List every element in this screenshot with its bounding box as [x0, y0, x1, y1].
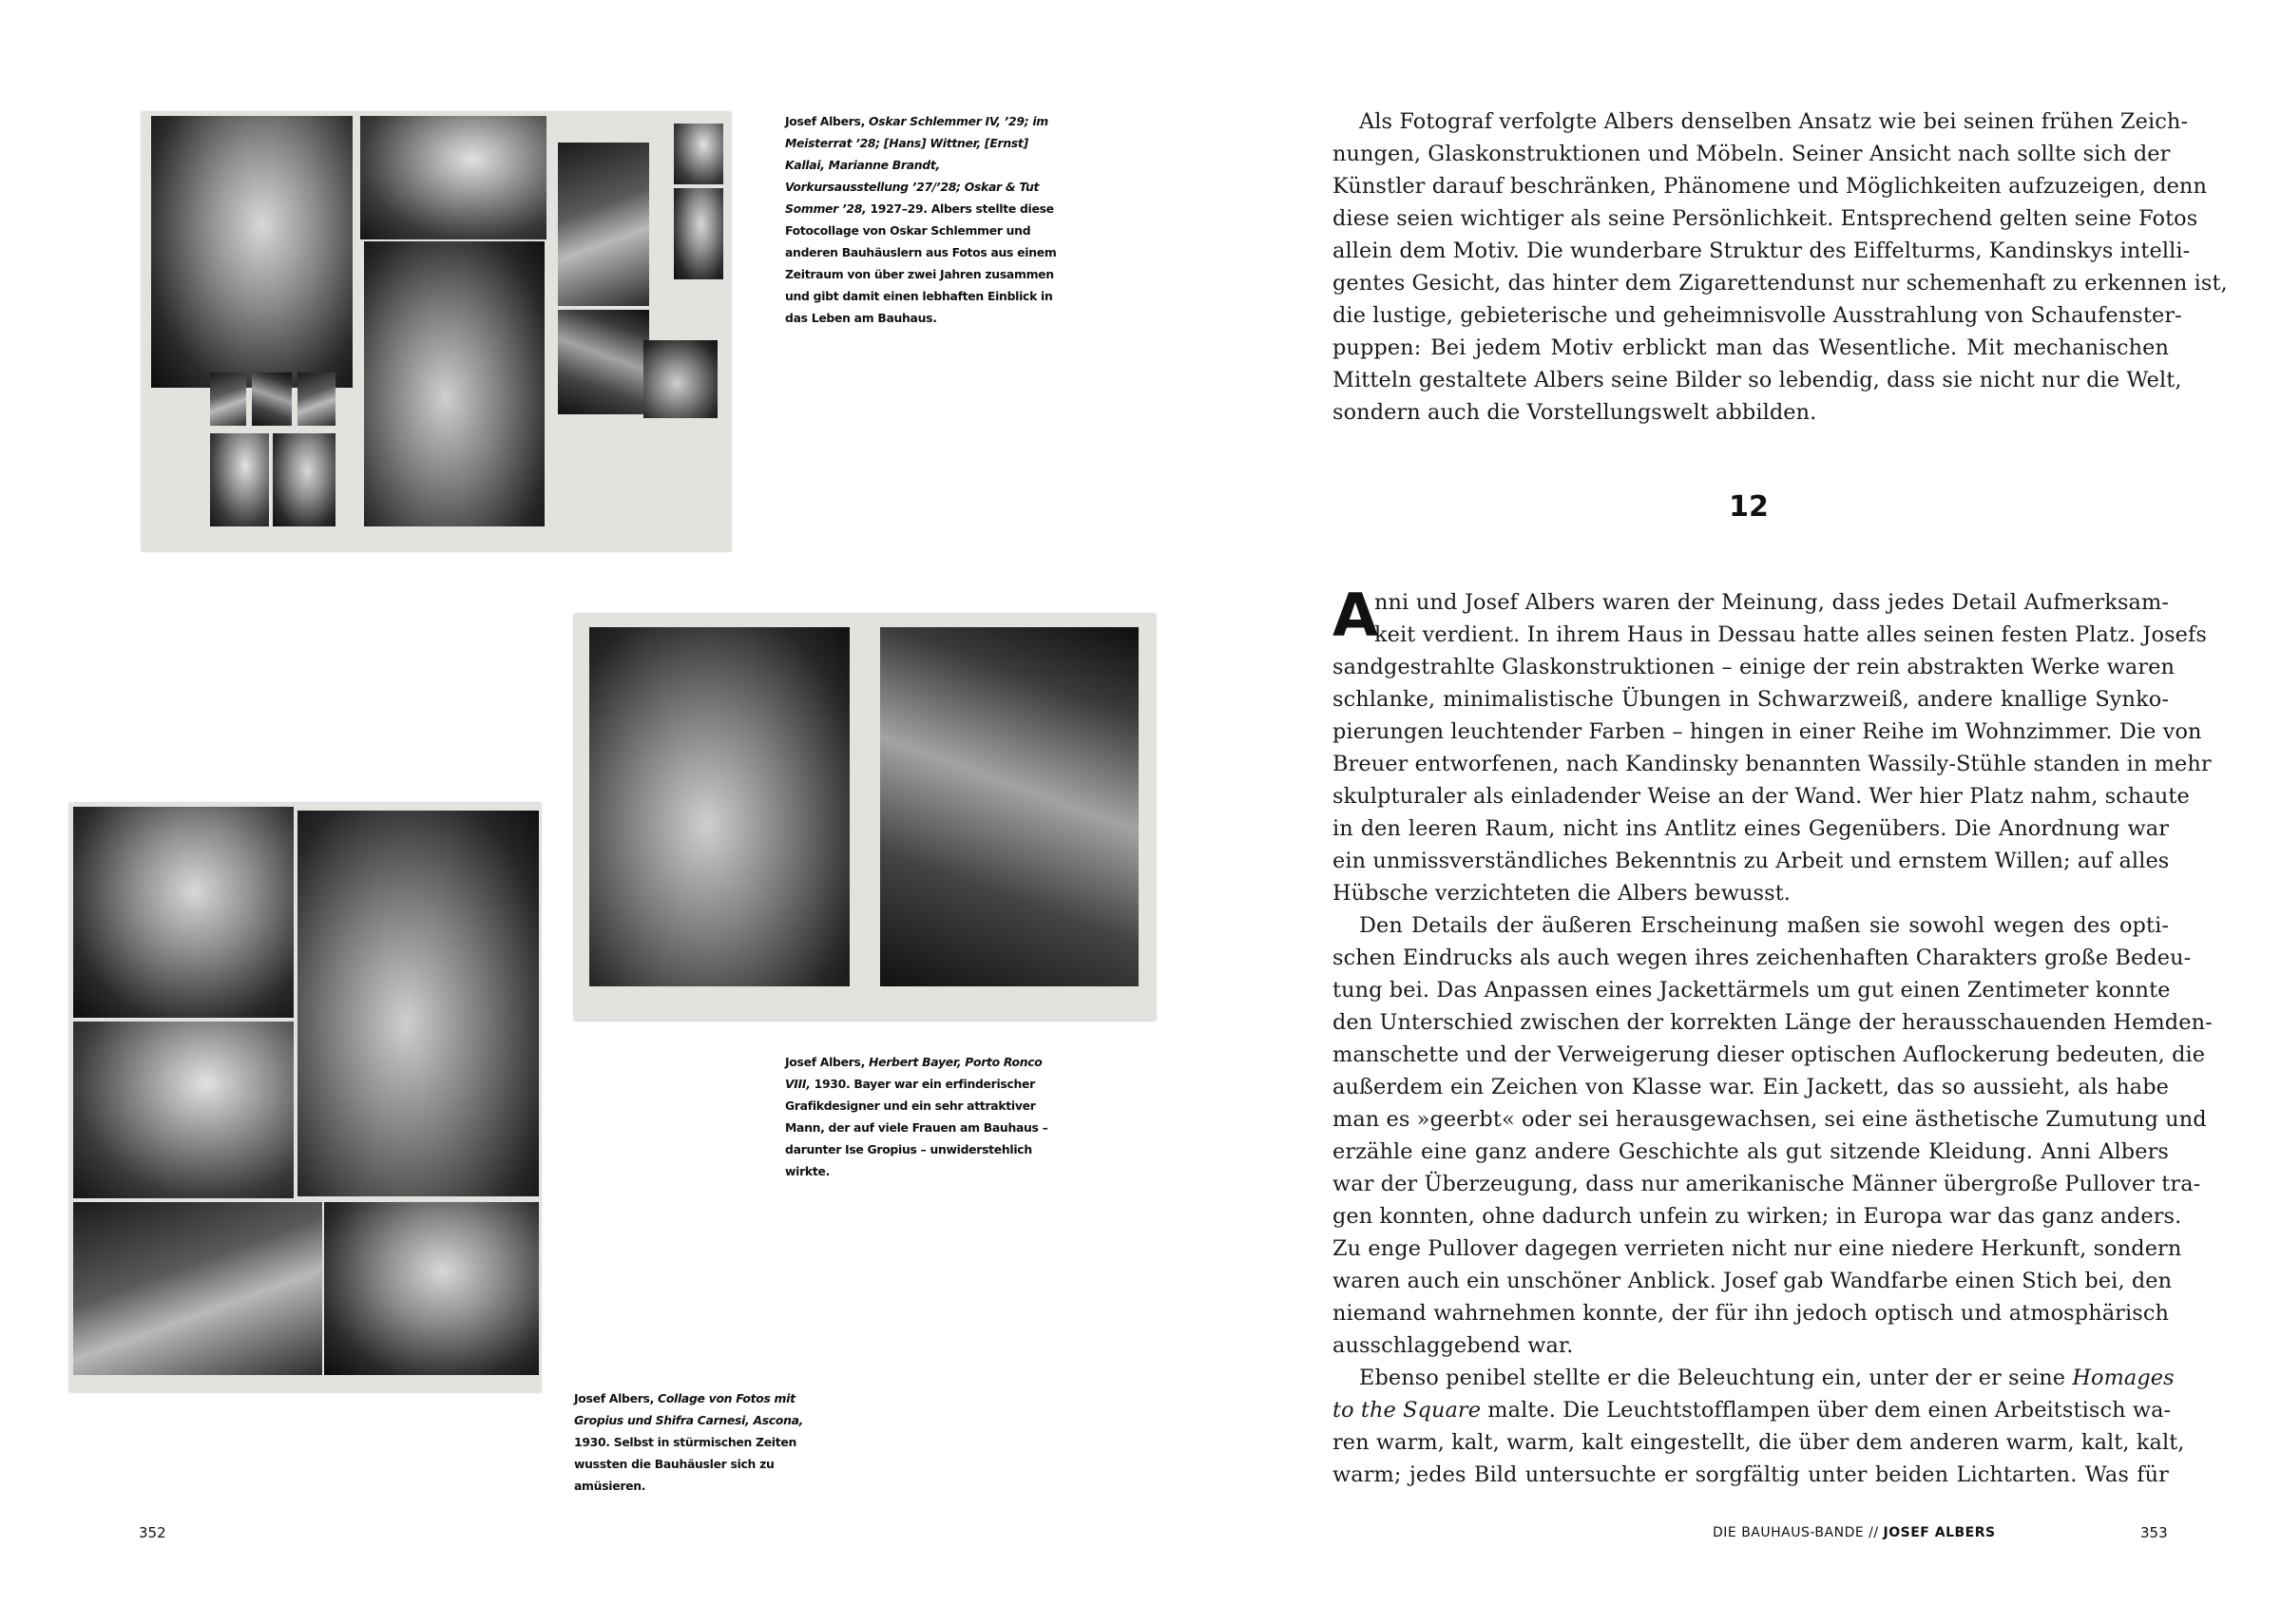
text-line: skulpturaler als einladender Weise an der Wand. Wer hier Platz nahm, schaute — [1332, 784, 2190, 809]
text-line: war der Überzeugung, dass nur amerikanische Männer übergroße Pullover tra- — [1332, 1172, 2201, 1196]
text-line: man es »geerbt« oder sei herausgewachsen, sei eine ästhetische Zumutung und — [1332, 1107, 2207, 1132]
photo-bayer-portrait — [589, 627, 850, 986]
text-line: erzähle eine ganz andere Geschichte als gut sitzende Kleidung. Anni Albers — [1332, 1139, 2169, 1164]
photo-laughing-1 — [73, 1202, 322, 1375]
photo-bayer-seated — [880, 627, 1139, 986]
photo-wittner — [558, 143, 649, 306]
text-line: nungen, Glaskonstruktionen und Möbeln. Seiner Ansicht nach sollte sich der — [1332, 142, 2171, 166]
photo-couple-1 — [73, 807, 294, 1018]
photo-couple-embrace — [297, 811, 539, 1196]
text-line: den Unterschied zwischen der korrekten Länge der herausschauenden Hemden- — [1332, 1010, 2213, 1035]
photo-strip-1 — [210, 373, 246, 426]
text-line: warm; jedes Bild untersuchte er sorgfältig unter beiden Lichtarten. Was für — [1332, 1462, 2169, 1487]
text-line: to the Square malte. Die Leuchtstofflampen über dem einen Arbeitstisch wa- — [1332, 1398, 2172, 1423]
text-line: die lustige, gebieterische und geheimnisvolle Ausstrahlung von Schaufenster- — [1332, 303, 2182, 328]
photo-sommer — [643, 340, 718, 418]
text-line: sondern auch die Vorstellungswelt abbilden. — [1332, 400, 1817, 425]
photo-strip-2 — [252, 373, 292, 426]
collage-schlemmer — [142, 112, 731, 551]
text-line: Als Fotograf verfolgte Albers denselben Ansatz wie bei seinen frühen Zeich- — [1359, 109, 2189, 134]
text-line: Breuer entworfenen, nach Kandinsky benannten Wassily-Stühle standen in mehr — [1332, 752, 2212, 776]
text-line: manschette und der Verweigerung dieser optischen Auflockerung bedeuten, die — [1332, 1042, 2206, 1067]
text-line: gentes Gesicht, das hinter dem Zigarettendunst nur schemenhaft zu erkennen ist, — [1332, 271, 2228, 296]
paragraph-3 — [1332, 909, 2213, 1362]
text-line: schen Eindrucks als auch wegen ihres zeichenhaften Charakters große Bedeu- — [1332, 946, 2192, 970]
photo-schlemmer-profile — [151, 116, 353, 388]
text-line: tung bei. Das Anpassen eines Jackettärmels um gut einen Zentimeter konnte — [1332, 978, 2171, 1003]
paragraph-1 — [1332, 105, 2228, 429]
text-line: Hübsche verzichteten die Albers bewusst. — [1332, 881, 1792, 906]
text-line: ren warm, kalt, warm, kalt eingestellt, die über dem anderen warm, kalt, kalt, — [1332, 1430, 2185, 1455]
text-line: Den Details der äußeren Erscheinung maßen sie sowohl wegen des opti- — [1359, 913, 2169, 938]
text-line: Künstler darauf beschränken, Phänomene und Möglichkeiten aufzuzeigen, denn — [1332, 174, 2207, 199]
paragraph-2 — [1332, 581, 2212, 909]
drop-cap: A — [1332, 581, 1378, 650]
text-line: ein unmissverständliches Bekenntnis zu Arbeit und ernstem Willen; auf alles — [1332, 849, 2170, 873]
text-line: keit verdient. In ihrem Haus in Dessau hatte alles seinen festen Platz. Josefs — [1374, 622, 2208, 647]
photo-meisterrat — [360, 116, 546, 239]
text-line: gen konnten, ohne dadurch unfein zu wirken; in Europa war das ganz anders. — [1332, 1204, 2182, 1229]
chapter-number: 12 — [1729, 490, 1769, 524]
page-number-right: 353 — [2140, 1524, 2168, 1541]
text-line: waren auch ein unschöner Anblick. Josef gab Wandfarbe einen Stich bei, den — [1332, 1269, 2173, 1293]
running-head: DIE BAUHAUS-BANDE // JOSEF ALBERS — [1713, 1525, 1996, 1540]
photo-brandt — [674, 188, 723, 279]
text-line: ausschlaggebend war. — [1332, 1333, 1574, 1358]
page-number-left: 352 — [139, 1524, 166, 1541]
caption-bayer: Josef Albers, Herbert Bayer, Porto Ronco VIII, 1930. Bayer war ein erfinderischer Grafikdesigner und ein sehr attraktiver Mann, der auf viele Frauen am Bauhaus – darunter Ise Gropius – unwiderstehlich wirkte. — [785, 1055, 1048, 1178]
photo-mount-bayer — [574, 614, 1156, 1021]
photo-strip-5 — [273, 433, 335, 526]
caption-gropius-carnesi: Josef Albers, Collage von Fotos mit Gropius und Shifra Carnesi, Ascona, 1930. Selbst in stürmischen Zeiten wussten die Bauhäusler sich zu amüsieren. — [574, 1391, 804, 1493]
text-line: Mitteln gestaltete Albers seine Bilder so lebendig, dass sie nicht nur die Welt, — [1332, 368, 2182, 392]
text-line: Ebenso penibel stellte er die Beleuchtung ein, unter der er seine Homages — [1359, 1366, 2175, 1390]
text-line: pierungen leuchtender Farben – hingen in einer Reihe im Wohnzimmer. Die von — [1332, 719, 2202, 744]
text-line: in den leeren Raum, nicht ins Antlitz eines Gegenübers. Die Anordnung war — [1332, 816, 2169, 841]
text-line: puppen: Bei jedem Motiv erblickt man das Wesentliche. Mit mechanischen — [1332, 335, 2169, 360]
photo-schlemmer-smoking — [364, 241, 545, 526]
photo-laughing-2 — [324, 1202, 539, 1375]
photo-couple-2 — [73, 1022, 294, 1198]
paragraph-4 — [1332, 1362, 2185, 1491]
text-line: sandgestrahlte Glaskonstruktionen – einige der rein abstrakten Werke waren — [1332, 655, 2176, 679]
text-line: allein dem Motiv. Die wunderbare Struktur des Eiffelturms, Kandinskys intelli- — [1332, 239, 2191, 263]
photo-strip-4 — [210, 433, 269, 526]
caption-collage-schlemmer: Josef Albers, Oskar Schlemmer IV, ’29; im Meisterrat ’28; [Hans] Wittner, [Ernst] Kallai, Marianne Brandt, Vorkursausstellung ’27/’28; Oskar & Tut Sommer ’28, 1927–29. Albers stellte diese Fotocollage von Oskar Schlemmer und anderen Bauhäuslern aus Fotos aus einem Zeitraum von über zwei Jahren zusammen und gibt damit einen lebhaften Einblick in das Leben am Bauhaus. — [785, 114, 1057, 325]
photo-strip-3 — [297, 373, 335, 426]
photo-kallai — [674, 124, 723, 184]
text-line: Zu enge Pullover dagegen verrieten nicht nur eine niedere Herkunft, sondern — [1332, 1236, 2182, 1261]
photo-sommer-cat — [558, 310, 649, 414]
text-line: schlanke, minimalistische Übungen in Schwarzweiß, andere knallige Synko- — [1332, 687, 2169, 712]
collage-gropius-carnesi — [69, 803, 541, 1392]
text-line: außerdem ein Zeichen von Klasse war. Ein Jackett, das so aussieht, als habe — [1332, 1075, 2169, 1099]
text-line: nni und Josef Albers waren der Meinung, dass jedes Detail Aufmerksam- — [1374, 590, 2169, 615]
text-line: niemand wahrnehmen konnte, der für ihn jedoch optisch und atmosphärisch — [1332, 1301, 2169, 1326]
text-line: diese seien wichtiger als seine Persönlichkeit. Entsprechend gelten seine Fotos — [1332, 206, 2198, 231]
